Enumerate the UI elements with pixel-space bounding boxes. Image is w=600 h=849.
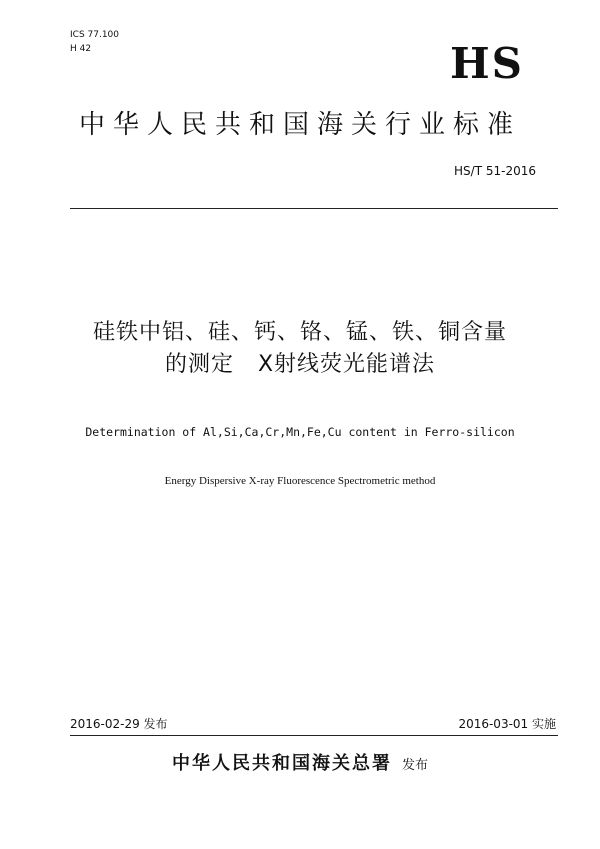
title-en: Determination of Al,Si,Ca,Cr,Mn,Fe,Cu content in Ferro-silicon [85, 425, 515, 439]
standard-number: HS/T 51-2016 [454, 164, 536, 178]
issuer-verb: 发布 [401, 758, 428, 773]
title-en-method: Energy Dispersive X-ray Fluorescence Spectrometric method [164, 475, 436, 487]
title-cn-line2: 的测定 X射线荧光能谱法 [164, 352, 436, 377]
ics-code: ICS 77.100 [70, 30, 120, 40]
classification-code: H 42 [70, 44, 92, 54]
header-divider [70, 208, 558, 209]
organization-title: 中华人民共和国海关行业标准 [78, 110, 521, 140]
implementation-date: 2016-03-01 实施 [458, 717, 556, 731]
hs-logo: HS [449, 39, 524, 88]
issuer [0, 752, 600, 778]
issuer-name: 中华人民共和国海关总署 [171, 753, 392, 774]
issue-date: 2016-02-29 发布 [70, 717, 168, 731]
footer-divider [70, 735, 558, 736]
title-cn-line1: 硅铁中铝、硅、钙、铬、锰、铁、铜含量 [92, 320, 507, 345]
